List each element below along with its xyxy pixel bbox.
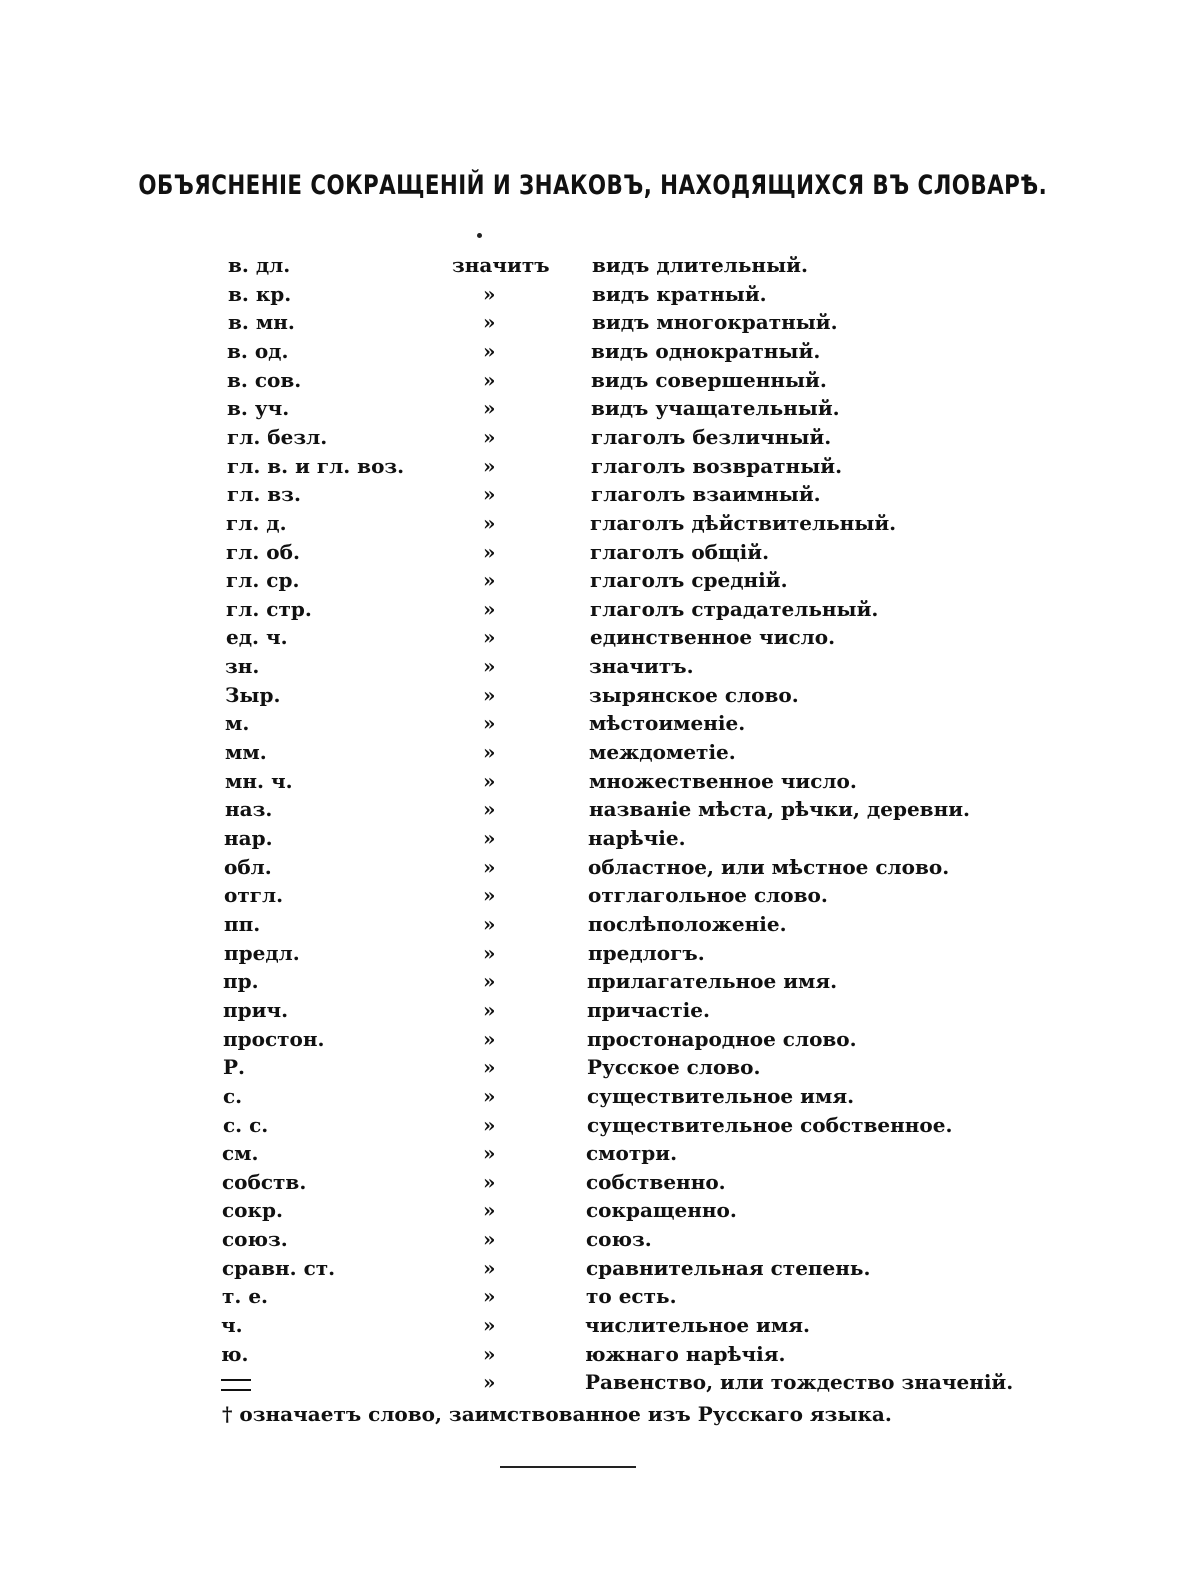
entry-ditto-mark: » [483,998,496,1022]
entry-abbreviation: в. мн. [228,310,295,334]
entry-meaning: существительное имя. [587,1084,855,1108]
entry-abbreviation: обл. [224,855,272,879]
entry-separator-word: значитъ [452,253,550,277]
entry-row [0,967,1191,995]
entry-meaning: видъ кратный. [592,282,767,306]
entry-ditto-mark: » [483,969,496,993]
entry-row [0,366,1191,394]
entry-ditto-mark: » [483,310,496,334]
entry-row [0,709,1191,737]
entry-row [0,1168,1191,1196]
entry-abbreviation: Зыр. [225,683,281,707]
entry-abbreviation: Р. [223,1055,246,1079]
entry-row [0,566,1191,594]
entry-row [0,1111,1191,1139]
entry-meaning: глаголъ общій. [590,540,770,564]
entry-abbreviation: пр. [223,969,259,993]
entry-abbreviation: в. дл. [228,253,291,277]
entry-ditto-mark: » [483,454,496,478]
entry-ditto-mark: » [483,1141,496,1165]
entry-abbreviation: мн. ч. [225,769,293,793]
entry-ditto-mark: » [483,883,496,907]
entry-ditto-mark: » [483,826,496,850]
entry-ditto-mark: » [483,1284,496,1308]
entry-row [0,1025,1191,1053]
entry-row [0,1254,1191,1282]
entry-abbreviation: в. кр. [228,282,292,306]
entry-row [0,1368,1191,1396]
entry-meaning: Русское слово. [587,1055,761,1079]
entry-row [0,595,1191,623]
entry-meaning: южнаго нарѣчія. [585,1342,786,1366]
entry-meaning: нарѣчіе. [588,826,686,850]
entry-abbreviation: нар. [224,826,273,850]
entry-meaning: союз. [586,1227,652,1251]
entry-ditto-mark: » [483,797,496,821]
entry-meaning: причастіе. [587,998,710,1022]
entry-ditto-mark: » [483,769,496,793]
entry-ditto-mark: » [483,625,496,649]
entry-ditto-mark: » [483,396,496,420]
entry-row [0,939,1191,967]
entry-meaning: названіе мѣста, рѣчки, деревни. [589,797,971,821]
entry-meaning: множественное число. [589,769,857,793]
entry-abbreviation: мм. [225,740,267,764]
entry-ditto-mark: » [483,568,496,592]
entry-abbreviation: отгл. [224,883,284,907]
entry-ditto-mark: » [483,1084,496,1108]
entry-meaning: междометіе. [589,740,736,764]
entry-abbreviation: гл. об. [226,540,300,564]
entry-meaning: сокращенно. [586,1198,737,1222]
entry-meaning: смотри. [586,1141,678,1165]
entry-abbreviation: в. од. [227,339,289,363]
entry-meaning: глаголъ страдательный. [590,597,879,621]
entry-row [0,681,1191,709]
entry-ditto-mark: » [483,1256,496,1280]
entry-meaning: послѣположеніе. [588,912,787,936]
entry-ditto-mark: » [483,425,496,449]
entry-ditto-mark: » [483,740,496,764]
entry-meaning: существительное собственное. [587,1113,953,1137]
entry-row [0,280,1191,308]
entry-ditto-mark: » [483,368,496,392]
entry-abbreviation: т. е. [222,1284,269,1308]
entry-row [0,509,1191,537]
entry-abbreviation: м. [225,711,250,735]
footnote: † означаетъ слово, заимствованное изъ Русскаго языка. [222,1402,892,1426]
entry-row [0,1139,1191,1167]
entry-abbreviation: в. уч. [227,396,290,420]
entry-abbreviation: с. [223,1084,243,1108]
entry-row [0,1196,1191,1224]
entry-meaning: видъ многократный. [592,310,838,334]
bottom-rule [500,1466,636,1468]
entry-meaning: простонародное слово. [587,1027,857,1051]
entry-meaning: областное, или мѣстное слово. [588,855,950,879]
entry-meaning: мѣстоименіе. [589,711,746,735]
entry-ditto-mark: » [483,1055,496,1079]
entry-abbreviation: прич. [223,998,289,1022]
entry-row [0,910,1191,938]
entry-ditto-mark: » [483,482,496,506]
entry-abbreviation: наз. [225,797,273,821]
entry-ditto-mark: » [483,941,496,965]
entry-ditto-mark: » [483,683,496,707]
entry-row [0,1340,1191,1368]
entry-abbreviation: сравн. ст. [222,1256,336,1280]
entry-abbreviation: сокр. [222,1198,283,1222]
entry-row [0,1053,1191,1081]
entry-row [0,538,1191,566]
entry-meaning: глаголъ безличный. [591,425,832,449]
entry-row [0,853,1191,881]
entry-meaning: видъ длительный. [592,253,808,277]
entry-row [0,1082,1191,1110]
entry-abbreviation: ю. [221,1342,249,1366]
entry-abbreviation: пп. [224,912,261,936]
entry-abbreviation: гл. ср. [226,568,300,592]
entry-row [0,423,1191,451]
entry-row [0,623,1191,651]
entry-abbreviation: гл. стр. [226,597,312,621]
entry-ditto-mark: » [483,855,496,879]
entry-row [0,251,1191,279]
entry-ditto-mark: » [483,1113,496,1137]
entry-meaning: глаголъ средній. [590,568,788,592]
entry-row [0,996,1191,1024]
entry-meaning: прилагательное имя. [587,969,838,993]
entry-ditto-mark: » [483,912,496,936]
entry-meaning: числительное имя. [585,1313,810,1337]
entry-abbreviation: гл. д. [226,511,287,535]
entry-ditto-mark: » [483,597,496,621]
page-title: ОБЪЯСНЕНІЕ СОКРАЩЕНІЙ И ЗНАКОВЪ, НАХОДЯЩИХСЯ ВЪ СЛОВАРѢ. [138,170,1048,201]
entry-row [0,480,1191,508]
entry-ditto-mark: » [483,511,496,535]
entry-row [0,824,1191,852]
entry-ditto-mark: » [483,540,496,564]
entry-abbreviation: простон. [223,1027,325,1051]
entry-meaning: предлогъ. [588,941,705,965]
entry-row [0,1311,1191,1339]
entry-row [0,452,1191,480]
entry-meaning: зырянское слово. [589,683,799,707]
entry-ditto-mark: » [483,711,496,735]
entry-abbreviation: гл. вз. [227,482,301,506]
entry-meaning: видъ совершенный. [591,368,827,392]
entry-meaning: Равенство, или тождество значеній. [585,1370,1014,1394]
entry-abbreviation: гл. безл. [227,425,328,449]
entry-meaning: сравнительная степень. [586,1256,871,1280]
entry-ditto-mark: » [483,1027,496,1051]
entry-abbreviation: в. сов. [227,368,302,392]
entry-abbreviation: зн. [225,654,260,678]
entry-ditto-mark: » [483,654,496,678]
entry-abbreviation: союз. [222,1227,288,1251]
entry-meaning: единственное число. [590,625,836,649]
entry-meaning: собственно. [586,1170,726,1194]
entry-ditto-mark: » [483,1370,496,1394]
entry-abbreviation [221,1368,251,1396]
double-line-equals-icon [221,1379,251,1391]
entry-row [0,738,1191,766]
entry-abbreviation: собств. [222,1170,307,1194]
entry-meaning: видъ учащательный. [591,396,840,420]
entry-meaning: то есть. [586,1284,677,1308]
entry-row [0,795,1191,823]
entry-abbreviation: гл. в. и гл. воз. [227,454,405,478]
entry-ditto-mark: » [483,1198,496,1222]
entry-abbreviation: см. [222,1141,259,1165]
entry-row [0,308,1191,336]
entry-ditto-mark: » [483,1342,496,1366]
entry-abbreviation: предл. [224,941,300,965]
entry-meaning: глаголъ взаимный. [591,482,821,506]
entry-abbreviation: ч. [221,1313,243,1337]
entry-meaning: глаголъ дѣйствительный. [590,511,897,535]
entry-ditto-mark: » [483,282,496,306]
entry-abbreviation: ед. ч. [226,625,288,649]
entry-row [0,1282,1191,1310]
entry-meaning: значитъ. [589,654,694,678]
entry-row [0,394,1191,422]
entry-row [0,767,1191,795]
entry-meaning: отглагольное слово. [588,883,828,907]
entry-abbreviation: с. с. [223,1113,269,1137]
entry-meaning: глаголъ возвратный. [591,454,843,478]
entry-row [0,881,1191,909]
entry-ditto-mark: » [483,1227,496,1251]
entry-ditto-mark: » [483,339,496,363]
entry-ditto-mark: » [483,1313,496,1337]
entry-row [0,1225,1191,1253]
entry-ditto-mark: » [483,1170,496,1194]
entry-meaning: видъ однократный. [591,339,821,363]
entry-row [0,652,1191,680]
entry-row [0,337,1191,365]
